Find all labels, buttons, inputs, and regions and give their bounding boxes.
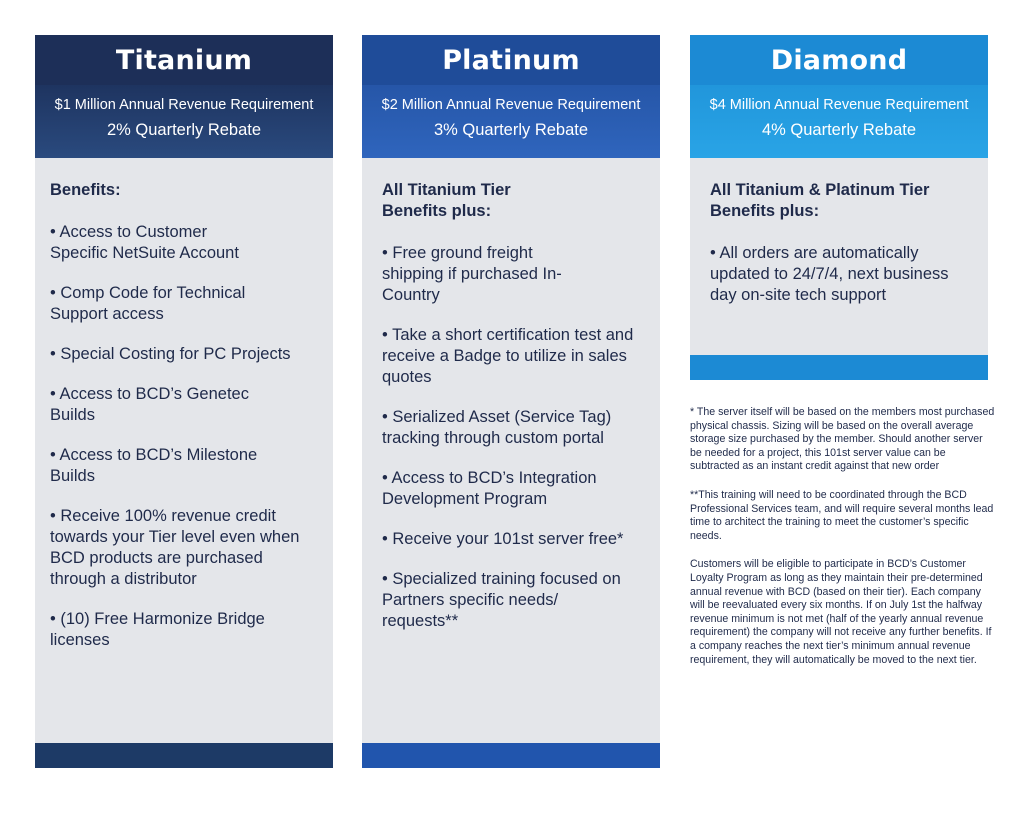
benefits-heading: Benefits: bbox=[50, 181, 121, 199]
tier-title: Platinum bbox=[362, 35, 660, 85]
tier-requirements bbox=[690, 85, 988, 158]
tier-title: Titanium bbox=[35, 35, 333, 85]
revenue-requirement: $4 Million Annual Revenue Requirement bbox=[709, 97, 969, 113]
tier-footer-bar bbox=[690, 355, 988, 380]
benefits-list bbox=[35, 158, 333, 743]
benefit-item: • All orders are automatically updated to 24/7/4, next business day on-site tech support bbox=[710, 244, 949, 304]
revenue-requirement: $1 Million Annual Revenue Requirement bbox=[54, 97, 314, 113]
benefits-heading: All Titanium Tier Benefits plus: bbox=[382, 181, 511, 220]
tier-requirements bbox=[362, 85, 660, 158]
benefit-item: • Special Costing for PC Projects bbox=[50, 345, 291, 363]
tier-card-platinum bbox=[362, 35, 660, 768]
benefit-item: • Access to BCD’s Genetec Builds bbox=[50, 385, 249, 424]
tier-title: Diamond bbox=[690, 35, 988, 85]
benefits-list bbox=[690, 158, 988, 355]
footnote-training: **This training will need to be coordinated through the BCD Professional Services team, and will require several months lead time to architect the training to meet the customer’s specific needs. bbox=[690, 488, 994, 542]
benefit-item: • Take a short certification test and receive a Badge to utilize in sales quotes bbox=[382, 326, 634, 386]
benefit-item: • Comp Code for Technical Support access bbox=[50, 284, 246, 323]
tier-card-diamond bbox=[690, 35, 988, 380]
benefits-list bbox=[362, 158, 660, 743]
benefit-item: • Specialized training focused on Partners specific needs/ requests** bbox=[382, 570, 621, 630]
footnote-server: * The server itself will be based on the members most purchased physical chassis. Sizing will be based on the overall average storage size purchased by the member. Should another server be needed for a project, this 101st server value can be subtracted as an instant credit against that new order bbox=[690, 406, 995, 473]
footnotes bbox=[690, 406, 995, 682]
footnote-eligibility: Customers will be eligible to participate in BCD’s Customer Loyalty Program as long as they maintain their pre-determined annual revenue with BCD (based on their tier). Each company will be reevaluated every six months. If on July 1st the halfway revenue minimum is not met (half of the yearly annual revenue requirement) the company will not receive any further benefits. If a company reaches the next tier’s minimum annual revenue requirement, they will automatically be moved to the next tier. bbox=[690, 558, 992, 666]
benefit-item: • (10) Free Harmonize Bridge licenses bbox=[50, 610, 265, 649]
benefit-item: • Access to Customer Specific NetSuite Account bbox=[50, 223, 239, 262]
benefit-item: • Free ground freight shipping if purchased In-Country bbox=[382, 244, 562, 304]
benefits-heading: All Titanium & Platinum Tier Benefits plus: bbox=[710, 181, 930, 220]
benefit-item: • Access to BCD’s Integration Development Program bbox=[382, 469, 597, 508]
revenue-requirement: $2 Million Annual Revenue Requirement bbox=[381, 97, 641, 113]
benefit-item: • Serialized Asset (Service Tag) tracking through custom portal bbox=[382, 408, 612, 447]
tier-footer-bar bbox=[35, 743, 333, 768]
benefit-item: • Receive your 101st server free* bbox=[382, 530, 624, 548]
benefit-item: • Access to BCD’s Milestone Builds bbox=[50, 446, 258, 485]
benefit-item: • Receive 100% revenue credit towards your Tier level even when BCD products are purchased through a distributor bbox=[50, 507, 300, 588]
quarterly-rebate: 4% Quarterly Rebate bbox=[761, 121, 917, 139]
tier-requirements bbox=[35, 85, 333, 158]
tier-footer-bar bbox=[362, 743, 660, 768]
quarterly-rebate: 2% Quarterly Rebate bbox=[106, 121, 262, 139]
tier-card-titanium bbox=[35, 35, 333, 768]
quarterly-rebate: 3% Quarterly Rebate bbox=[433, 121, 589, 139]
